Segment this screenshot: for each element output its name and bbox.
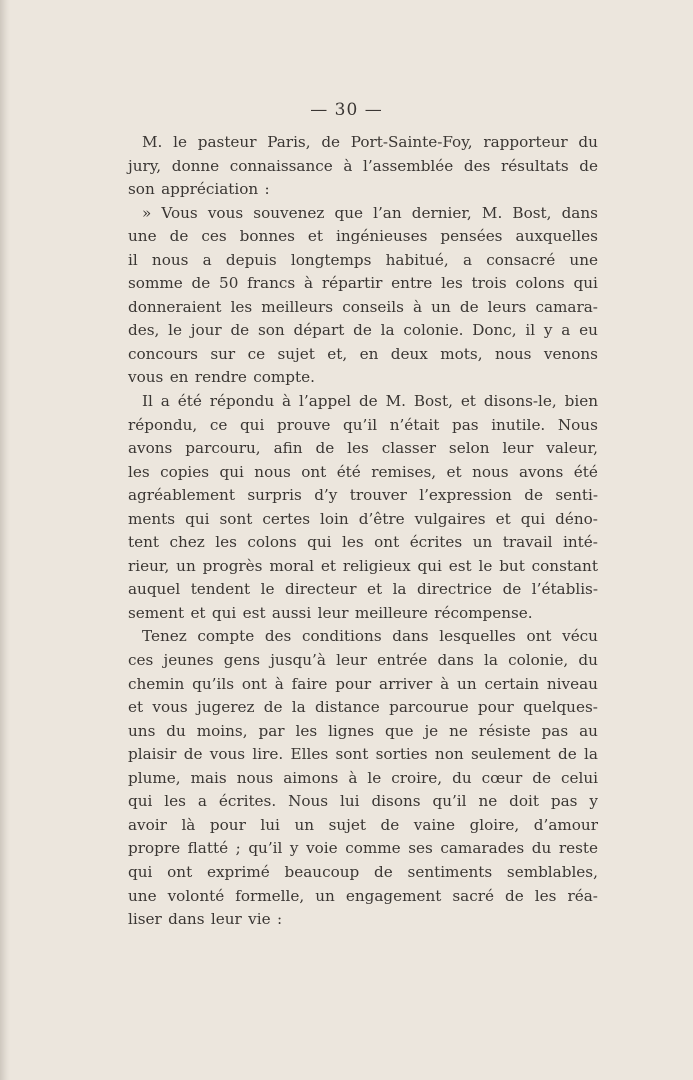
text-line: avoir là pour lui un sujet de vaine gloire, d’amour <box>128 815 598 834</box>
text-line: tent chez les colons qui les ont écrites un travail inté- <box>128 533 598 552</box>
text-line: chemin qu’ils ont à faire pour arriver à un certain niveau <box>128 674 598 693</box>
page-edge-shadow <box>0 0 10 1080</box>
text-line: plume, mais nous aimons à le croire, du cœur de celui <box>128 768 598 787</box>
text-line: agréablement surpris d’y trouver l’expression de senti- <box>128 486 598 505</box>
text-line: somme de 50 francs à répartir entre les trois colons qui <box>128 274 598 293</box>
text-line: qui ont exprimé beaucoup de sentiments semblables, <box>128 862 598 881</box>
text-line: qui les a écrites. Nous lui disons qu’il ne doit pas y <box>128 792 598 811</box>
text-line: plaisir de vous lire. Elles sont sorties non seulement de la <box>128 745 598 764</box>
text-line: liser dans leur vie : <box>128 910 283 929</box>
text-line: ments qui sont certes loin d’être vulgaires et qui déno- <box>128 509 598 528</box>
text-line: une volonté formelle, un engagement sacré de les réa- <box>128 886 598 905</box>
text-line: et vous jugerez de la distance parcourue pour quelques- <box>128 698 598 717</box>
body-text <box>128 131 598 932</box>
text-line: une de ces bonnes et ingénieuses pensées auxquelles <box>128 227 598 246</box>
text-line: uns du moins, par les lignes que je ne résiste pas au <box>128 721 598 740</box>
text-line: » Vous vous souvenez que l’an dernier, M. Bost, dans <box>142 203 598 222</box>
text-line: il nous a depuis longtemps habitué, a consacré une <box>128 250 598 269</box>
text-line: propre flatté ; qu’il y voie comme ses camarades du reste <box>128 839 598 858</box>
text-line: concours sur ce sujet et, en deux mots, nous venons <box>128 344 598 363</box>
text-line: vous en rendre compte. <box>128 368 315 387</box>
text-line: Il a été répondu à l’appel de M. Bost, et disons-le, bien <box>142 392 598 411</box>
text-line: les copies qui nous ont été remises, et nous avons été <box>128 462 598 481</box>
text-line: sement et qui est aussi leur meilleure récompense. <box>128 603 533 622</box>
page-number: — 30 — <box>310 100 383 120</box>
text-line: répondu, ce qui prouve qu’il n’était pas inutile. Nous <box>128 415 598 434</box>
text-line: avons parcouru, afin de les classer selon leur valeur, <box>128 439 598 458</box>
text-line: des, le jour de son départ de la colonie. Donc, il y a eu <box>128 321 598 340</box>
text-line: M. le pasteur Paris, de Port-Sainte-Foy, rapporteur du <box>142 133 598 151</box>
text-line: jury, donne connaissance à l’assemblée des résultats de <box>128 156 598 175</box>
text-line: Tenez compte des conditions dans lesquelles ont vécu <box>142 627 598 646</box>
text-line: son appréciation : <box>128 180 270 199</box>
text-line: rieur, un progrès moral et religieux qui est le but constant <box>128 556 598 575</box>
text-line: ces jeunes gens jusqu’à leur entrée dans la colonie, du <box>128 651 598 670</box>
text-line: auquel tendent le directeur et la directrice de l’établis- <box>128 580 598 599</box>
text-line: donneraient les meilleurs conseils à un de leurs camara- <box>128 297 598 316</box>
